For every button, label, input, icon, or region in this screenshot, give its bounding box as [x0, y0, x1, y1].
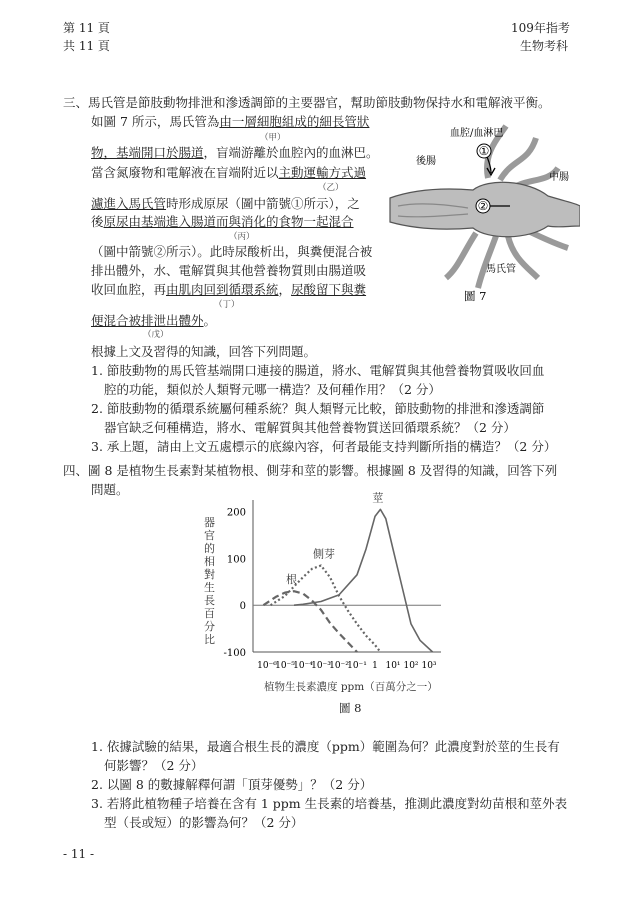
x-tick-label: 10⁻¹	[347, 661, 367, 671]
q3-line2: 物，基端開口於腸道，盲端游離於血腔內的血淋巴。	[91, 145, 379, 160]
q3-line8: 收回血腔，再由肌肉回到循環系統，尿酸留下與糞	[91, 282, 367, 297]
y-tick-label: 200	[226, 507, 246, 519]
x-tick-label: 1	[372, 661, 378, 671]
q3-sub1-a: 1. 節肢動物的馬氏管基端開口連接的腸道，將水、電解質與其他營養物質吸收回血	[91, 363, 545, 378]
x-tick-label: 10⁻³	[311, 661, 331, 671]
q3-line1: 如圖 7 所示，馬氏管為由一層細胞組成的細長管狀	[91, 114, 370, 129]
underline-wu: 便混合被排泄出體外	[91, 313, 204, 328]
arrow-1-label: ①	[478, 144, 490, 158]
y-tick-label: 0	[239, 601, 246, 613]
x-tick-label: 10⁻⁵	[275, 661, 295, 671]
q4-sub3-a: 3. 若將此植物種子培養在含有 1 ppm 生長素的培養基，推測此濃度對幼苗根和莖外表	[91, 796, 568, 811]
q4-sub2: 2. 以圖 8 的數據解釋何謂「頂芽優勢」？（2 分）	[91, 777, 373, 792]
mark-jia: （甲）	[260, 133, 286, 143]
figure-8-chart	[196, 486, 446, 716]
label-midgut: 中腸	[549, 172, 569, 183]
q3-line4: 濾進入馬氏管時形成原尿（圖中箭號①所示），之	[91, 196, 360, 211]
page-footer: - 11 -	[63, 847, 95, 861]
series-label: 側芽	[313, 547, 335, 561]
label-malpighian: 馬氏管	[486, 264, 516, 275]
page-number: 第 11 頁	[63, 21, 110, 35]
x-tick-label: 10⁻⁴	[293, 661, 313, 671]
series-line-solid	[294, 509, 433, 652]
q3-sub2-b: 器官缺乏何種構造，將水、電解質與其他營養物質送回循環系統？（2 分）	[104, 420, 516, 435]
underline-yi: 主動運輸方式過	[278, 165, 367, 180]
q4-intro-b: 問題。	[91, 482, 129, 497]
subject-title: 生物考科	[520, 39, 569, 53]
q3-line7: 排出體外，水、電解質與其他營養物質則由腸道吸	[91, 263, 367, 278]
arrow-2-label: ②	[477, 199, 489, 213]
series-label: 根	[286, 573, 297, 587]
mark-ding: （丁）	[214, 300, 240, 310]
q3-instructions: 根據上文及習得的知識，回答下列問題。	[91, 344, 317, 359]
series-line-dashed	[263, 591, 357, 652]
y-tick-label: 100	[226, 554, 246, 566]
underline-jia: 由一層細胞組成的細長管狀	[219, 114, 370, 129]
figure-7-caption: 圖 7	[464, 289, 487, 303]
figure-8-caption: 圖 8	[339, 701, 362, 715]
x-tick-label: 10³	[421, 661, 437, 671]
series-label: 莖	[372, 491, 384, 505]
q3-sub1-b: 腔的功能，類似於人類腎元哪一構造？及何種作用？（2 分）	[104, 382, 441, 397]
underline-ding: 由肌肉回到循環系統	[166, 282, 279, 297]
q3-line9: 便混合被排泄出體外。	[91, 313, 217, 328]
mark-wu: （戊）	[143, 330, 169, 340]
x-tick-label: 10¹	[385, 661, 401, 671]
q4-sub1-b: 何影響？（2 分）	[104, 758, 204, 773]
figure-7-diagram	[388, 118, 580, 308]
total-pages: 共 11 頁	[63, 39, 110, 53]
mark-yi: （乙）	[318, 183, 344, 193]
mark-bing: （丙）	[229, 232, 255, 242]
q4-sub3-b: 型（長或短）的影響為何？（2 分）	[104, 815, 304, 830]
q3-line6: （圖中箭號②所示）。此時尿酸析出，與糞便混合被	[91, 244, 373, 259]
q3-sub2-a: 2. 節肢動物的循環系統屬何種系統？與人類腎元比較，節肢動物的排泄和滲透調節	[91, 401, 545, 416]
label-hindgut: 後腸	[416, 156, 436, 167]
q4-sub1-a: 1. 依據試驗的結果，最適合根生長的濃度（ppm）範圍為何？此濃度對於莖的生長有	[91, 739, 560, 754]
q3-sub3: 3. 承上題，請由上文五處標示的底線內容，何者最能支持判斷所指的構造？（2 分）	[91, 439, 557, 454]
q4-intro: 四、圖 8 是植物生長素對某植物根、側芽和莖的影響。根據圖 8 及習得的知識，回答下列	[63, 463, 558, 478]
y-axis-label: 器官的相對生長百分比	[204, 516, 215, 646]
q3-line5: 後原尿由基端進入腸道而與消化的食物一起混合	[91, 214, 354, 229]
label-hemolymph: 血腔/血淋巴	[450, 128, 504, 139]
x-tick-label: 10⁻²	[329, 661, 349, 671]
x-tick-label: 10²	[403, 661, 419, 671]
x-axis-label: 植物生長素濃度 ppm（百萬分之一）	[264, 681, 438, 693]
q3-intro: 三、馬氏管是節肢動物排泄和滲透調節的主要器官，幫助節肢動物保持水和電解液平衡。	[63, 95, 551, 110]
underline-bing: 原尿由基端進入腸道而與消化的食物一起混合	[103, 214, 354, 229]
q3-line3: 當含氮廢物和電解液在盲端附近以主動運輸方式過	[91, 165, 367, 180]
x-tick-label: 10⁻⁶	[257, 661, 277, 671]
exam-title: 109年指考	[511, 21, 570, 35]
y-tick-label: -100	[223, 648, 246, 659]
